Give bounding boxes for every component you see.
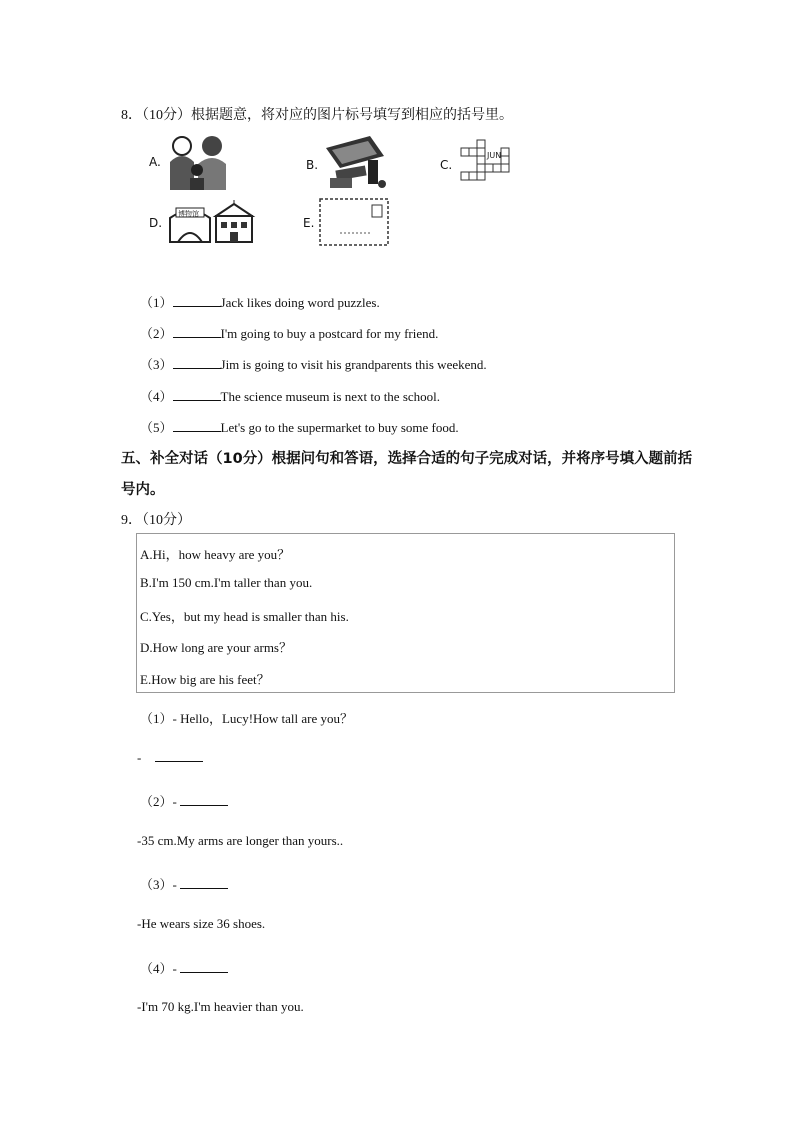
- q8-item-5: （5） Let's go to the supermarket to buy some food.: [140, 420, 459, 435]
- dialog-2-answer: -35 cm.My arms are longer than yours..: [137, 833, 344, 848]
- answer-blank[interactable]: [155, 749, 203, 762]
- q8-item-2: （2） I'm going to buy a postcard for my friend.: [140, 326, 439, 341]
- section-5-title-cont: 号内。: [121, 482, 165, 498]
- answer-blank[interactable]: [180, 876, 228, 889]
- section-5-title: 五、补全对话（10分）根据问句和答语，选择合适的句子完成对话，并将序号填入题前括: [121, 451, 693, 467]
- dialog-3-answer: -He wears size 36 shoes.: [137, 916, 266, 931]
- option-e: E.How big are his feet？: [140, 672, 270, 687]
- question-8-title: 8．（10分）根据题意，将对应的图片标号填写到相应的括号里。: [121, 108, 513, 123]
- calendar-text: JUN: [487, 151, 502, 160]
- q8-item-4: （4） The science museum is next to the school.: [140, 389, 441, 404]
- picture-e-label: E.: [303, 216, 315, 230]
- answer-blank[interactable]: [173, 419, 221, 432]
- crossword-puzzle-icon: [457, 138, 519, 190]
- q8-item-1: （1） Jack likes doing word puzzles.: [140, 295, 380, 310]
- picture-b-label: B.: [306, 158, 319, 172]
- family-icon: [164, 132, 232, 192]
- postcard-icon: [318, 197, 390, 247]
- answer-blank[interactable]: [180, 960, 228, 973]
- picture-d-label: D.: [149, 216, 163, 230]
- picture-c-label: C.: [440, 158, 453, 172]
- museum-sign-text: 博物馆: [178, 210, 199, 218]
- option-d: D.How long are your arms？: [140, 640, 292, 655]
- answer-blank[interactable]: [173, 388, 221, 401]
- options-box: [136, 533, 675, 693]
- dialog-4-question: （4）-: [140, 958, 228, 977]
- option-b: B.I'm 150 cm.I'm taller than you.: [140, 575, 313, 590]
- dialog-2-question: （2）-: [140, 791, 228, 810]
- picture-a-label: A.: [149, 155, 161, 169]
- answer-blank[interactable]: [173, 294, 221, 307]
- question-9-title: 9．（10分）: [121, 513, 191, 528]
- option-c: C.Yes，but my head is smaller than his.: [140, 609, 349, 624]
- option-a: A.Hi，how heavy are you？: [140, 547, 291, 562]
- dialog-3-question: （3）-: [140, 874, 228, 893]
- answer-blank[interactable]: [173, 356, 221, 369]
- dialog-1-answer: -: [137, 749, 203, 766]
- dialog-1-question: （1）- Hello，Lucy!How tall are you？: [140, 711, 354, 726]
- answer-blank[interactable]: [180, 793, 228, 806]
- q8-item-3: （3） Jim is going to visit his grandparents this weekend.: [140, 357, 487, 372]
- dialog-4-answer: -I'm 70 kg.I'm heavier than you.: [137, 999, 304, 1014]
- computer-desk-icon: [322, 134, 390, 192]
- answer-blank[interactable]: [173, 325, 221, 338]
- science-museum-school-icon: [168, 200, 256, 244]
